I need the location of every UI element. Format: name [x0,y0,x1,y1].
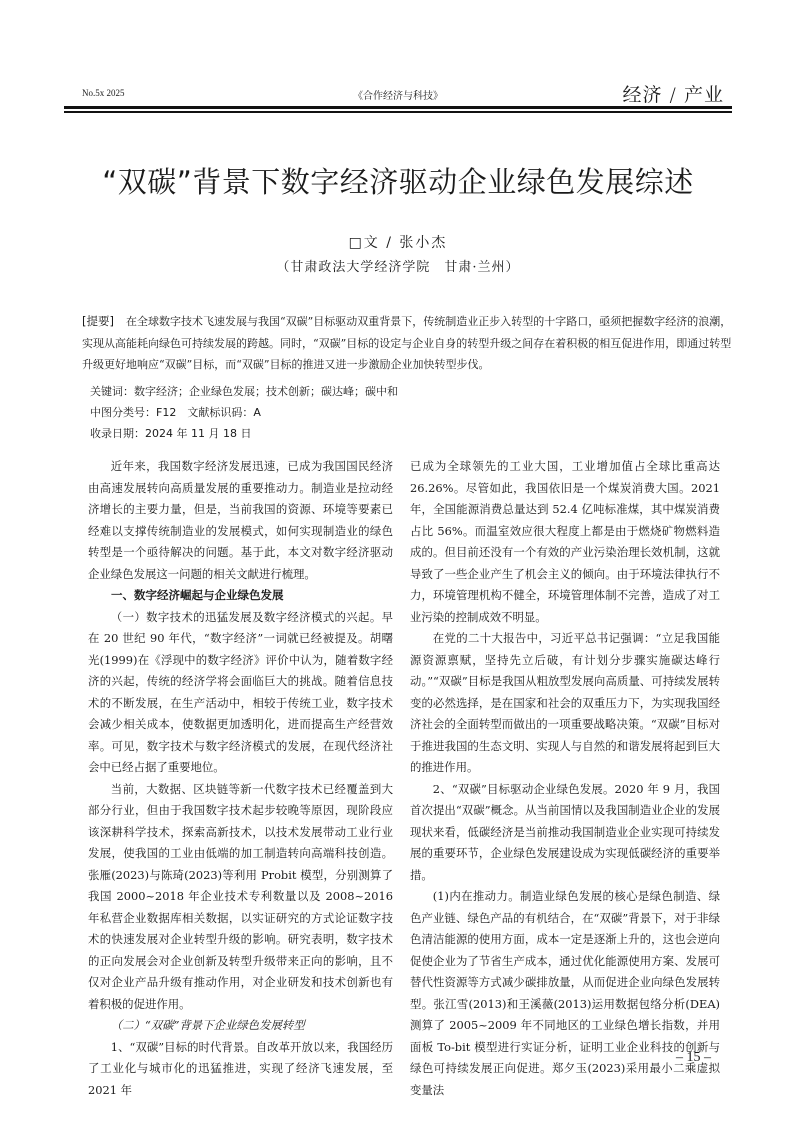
page-number: – 15 – [676,1050,711,1065]
classification: 中图分类号：F12 文献标识码：A [90,406,261,419]
article-author: □文 / 张小杰 [348,235,448,251]
author-affiliation: （甘肃政法大学经济学院 甘肃·兰州） [276,260,520,275]
section-heading: 一、数字经济崛起与企业绿色发展 [111,588,284,602]
paragraph: （一）数字技术的迅猛发展及数字经济模式的兴起。早在 20 世纪 90 年代，“数字经济”一词就已经被提及。胡曙光(1999)在《浮现中的数字经济》评价中认为，随着数字经济的兴起，传统的经济学将会面临巨大的挑战。随着信息技术的不断发展，在生产活动中，相较于传统工业，数字技术会减少相关成本，使数据更加透明化，进而提高生产经营效率。可见，数字技术与数字经济模式的发展，在现代经济社会中已经占据了重要地位。 [88,609,393,774]
body-column-right [410,456,720,1101]
paragraph: (1)内在推动力。制造业绿色发展的核心是绿色制造、绿色产业链、绿色产品的有机结合，在“双碳”背景下，对于非绿色清洁能源的使用方面，成本一定是逐渐上升的，这也会逆向促使企业为了节省生产成本，通过优化能源使用方案、发展可替代性资源等方式减少碳排放量，从而促进企业向绿色发展转型。张江雪(2013)和王溪薇(2013)运用数据包络分析(DEA)测算了 2005~2009 年不同地区的工业绿色增长指数，并用面板 To-bit 模型进行实证分析，证明工业企业科技的创新与绿色可持续发展正向促进。郑夕玉(2023)采用最小二乘虚拟变量法 [410,889,720,1097]
issue-number: No.5x 2025 [82,88,125,98]
subsection-heading: （二）“双碳”背景下企业绿色发展转型 [110,1018,305,1032]
article-title: “双碳”背景下数字经济驱动企业绿色发展综述 [102,165,694,199]
paragraph: 近年来，我国数字经济发展迅速，已成为我国国民经济由高速发展转向高质量发展的重要推动力。制造业是拉动经济增长的主要力量，但是，当前我国的资源、环境等要素已经难以支撑传统制造业的发展模式，如何实现制造业的绿色转型是一个亟待解决的问题。基于此，本文对数字经济驱动企业绿色发展这一问题的相关文献进行梳理。 [88,459,393,581]
abstract-text: 在全球数字技术飞速发展与我国“双碳”目标驱动双重背景下，传统制造业正步入转型的十字路口，亟须把握数字经济的浪潮，实现从高能耗向绿色可持续发展的跨越。同时，“双碳”目标的设定与企业自身的转型升级之间存在着积极的相互促进作用，即通过转型升级更好地响应“双碳”目标，而“双碳”目标的推进又进一步激励企业加快转型步伐。 [82,315,732,371]
body-column-left [88,456,393,1101]
abstract-label: [提要] [82,314,114,328]
paragraph: 当前，大数据、区块链等新一代数字技术已经覆盖到大部分行业，但由于我国数字技术起步较晚等原因，现阶段应该深耕科学技术，探索高新技术，以技术发展带动工业行业发展，使我国的工业由低端的加工制造转向高端科技创造。张雁(2023)与陈琦(2023)等利用 Probit 模型，分别测算了我国 2000~2018 年企业技术专利数量以及 2008~2016 年私营企业数据库相关数据，以实证研究的方式论证数字技术的快速发展对企业转型升级的影响。研究表明，数字技术的正向发展会对企业创新及转型升级带来正向的影响，且不仅对企业产品升级有推动作用，对企业研发和技术创新也有着积极的促进作用。 [88,781,393,1011]
paragraph: 在党的二十大报告中，习近平总书记强调：“立足我国能源资源禀赋，坚持先立后破，有计划分步骤实施碳达峰行动。”“双碳”目标是我国从粗放型发展向高质量、可持续发展转变的必然选择，是在国家和社会的双重压力下，为实现我国经济社会的全面转型而做出的一项重要战略决策。“双碳”目标对于推进我国的生态文明、实现人与自然的和谐发展将起到巨大的推进作用。 [410,631,720,774]
paragraph-continued: 已成为全球领先的工业大国，工业增加值占全球比重高达 26.26%。尽管如此，我国依旧是一个煤炭消费大国。2021 年，全国能源消费总量达到 52.4 亿吨标准煤，其中煤炭消费占比 56%。而温室效应很大程度上都是由于燃烧矿物燃料造成的。但目前还没有一个有效的产业污染治理长效机制，这就导致了一些企业产生了机会主义的倾向。由于环境法律执行不力，环境管理机构不健全，环境管理体制不完善，造成了对工业污染的控制成效不明显。 [410,459,720,624]
header-rule-thin [64,111,732,113]
abstract [82,311,732,376]
paragraph: 2、“双碳”目标驱动企业绿色发展。2020 年 9 月，我国首次提出“双碳”概念。从当前国情以及我国制造业企业的发展现状来看，低碳经济是当前推动我国制造业企业实现可持续发展的重要环节，企业绿色发展建设成为实现低碳经济的重要举措。 [410,781,720,882]
received-date: 收录日期：2024 年 11 月 18 日 [90,427,252,440]
paragraph: 1、“双碳”目标的时代背景。自改革开放以来，我国经历了工业化与城市化的迅猛推进，实现了经济飞速发展，至 2021 年 [88,1039,393,1097]
running-header [64,80,732,106]
journal-name: 《合作经济与科技》 [353,91,443,102]
section-label: 经济 / 产业 [622,84,724,106]
keywords: 关键词：数字经济；企业绿色发展；技术创新；碳达峰；碳中和 [90,385,398,398]
header-rule-thick [64,106,732,109]
article-meta [90,381,398,444]
